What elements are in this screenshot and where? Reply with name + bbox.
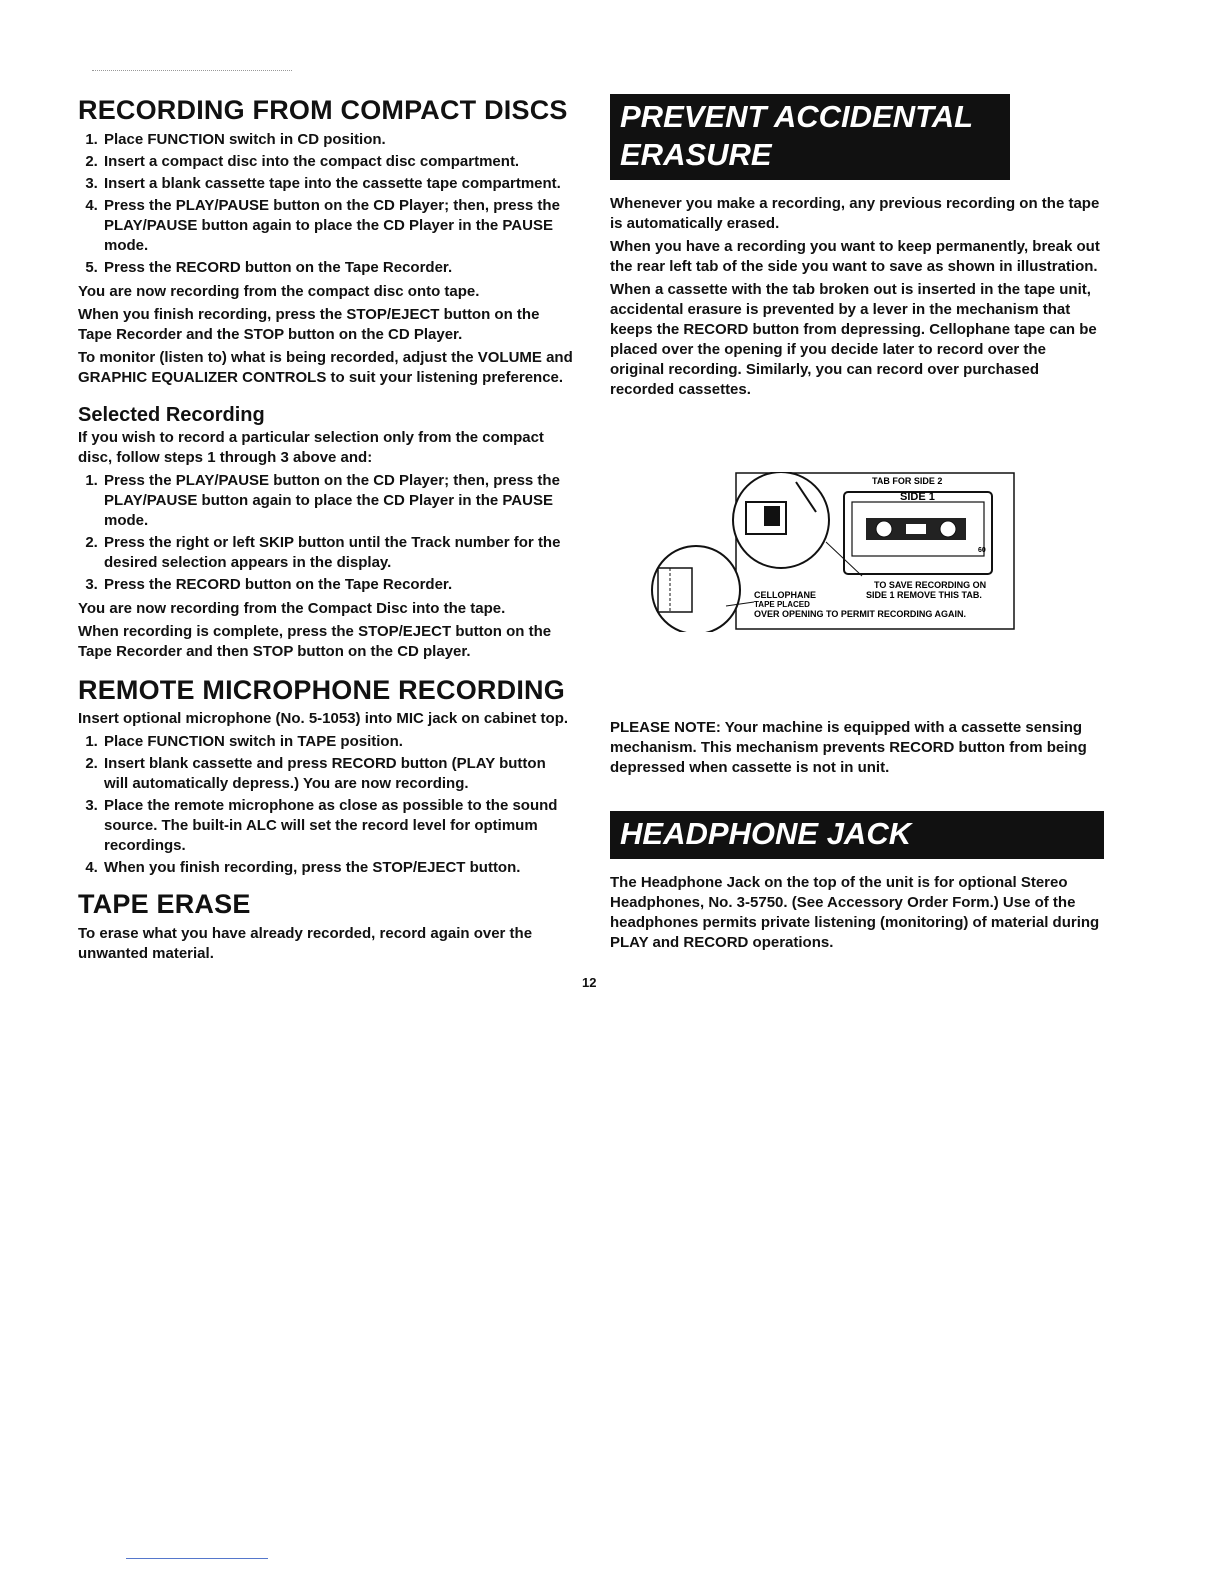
cello-label-3: OVER OPENING TO PERMIT RECORDING AGAIN.: [754, 609, 967, 619]
banner-line: ERASURE: [620, 137, 772, 172]
list-item: 2. Press the right or left SKIP button until the Track number for the desired selection appears in the display.: [102, 533, 574, 573]
paragraph: When you have a recording you want to keep permanently, break out the rear left tab of the side you want to save as shown in illustration.: [610, 238, 1100, 275]
list-item: 1. Place FUNCTION switch in TAPE position.: [102, 732, 574, 752]
paragraph: If you wish to record a particular selection only from the compact disc, follow steps 1 through 3 above and:: [78, 428, 544, 466]
selected-recording-steps: [78, 471, 574, 595]
paragraph: The Headphone Jack on the top of the unit is for optional Stereo Headphones, No. 3-5750. (See Accessory Order Form.) Use of the headphones permits private listening (monitoring) of material during PLAY and RECORD operations.: [610, 874, 1100, 951]
please-note: [610, 718, 1100, 778]
paragraph: To monitor (listen to) what is being recorded, adjust the VOLUME and GRAPHIC EQUALIZER CONTROLS to suit your listening preference.: [78, 348, 573, 386]
page-number: 12: [582, 975, 597, 990]
list-item: 2. Insert a compact disc into the compact disc compartment.: [102, 152, 574, 172]
right-column: [610, 94, 1100, 956]
list-item: 1. Place FUNCTION switch in CD position.: [102, 130, 574, 150]
list-item: 2. Insert blank cassette and press RECORD button (PLAY button will automatically depress.) You are now recording.: [102, 754, 574, 794]
recording-cd-steps: [78, 130, 574, 278]
banner-line: HEADPHONE JACK: [620, 816, 912, 851]
tape-gap: [906, 524, 926, 534]
list-item: 4. When you finish recording, press the STOP/EJECT button.: [102, 858, 574, 878]
remote-mic-section: [78, 676, 574, 879]
headphone-jack-banner: [610, 811, 1104, 859]
paragraph: To erase what you have already recorded, record again over the unwanted material.: [78, 925, 533, 963]
left-column: [78, 96, 574, 967]
paragraph: Insert optional microphone (No. 5-1053) into MIC jack on cabinet top.: [78, 710, 569, 728]
banner-line: PREVENT ACCIDENTAL: [620, 99, 974, 134]
list-item: 3. Insert a blank cassette tape into the cassette tape compartment.: [102, 174, 574, 194]
cassette-tab-illustration: [626, 472, 1016, 632]
save-label-2: SIDE 1 REMOVE THIS TAB.: [866, 590, 982, 600]
magnifier-cellophane-circle: [652, 546, 740, 632]
list-item: 3. Place the remote microphone as close as possible to the sound source. The built-in ALC will set the record level for optimum recordings.: [102, 796, 574, 856]
please-note-label: PLEASE NOTE:: [610, 719, 721, 736]
tab-label: TAB FOR SIDE 2: [872, 476, 943, 486]
cello-label-2: TAPE PLACED: [754, 600, 810, 609]
spacer: [610, 632, 1100, 718]
paragraph: When you finish recording, press the STOP/EJECT button on the Tape Recorder and the STOP button on the CD Player.: [78, 305, 540, 343]
tab-piece: [764, 506, 780, 526]
list-item: 5. Press the RECORD button on the Tape Recorder.: [102, 258, 574, 278]
side-label: SIDE 1: [900, 491, 935, 503]
prevent-erasure-banner: [610, 94, 1010, 180]
recording-cd-section: [78, 96, 574, 388]
cello-label-1: CELLOPHANE: [754, 590, 817, 600]
tape-erase-heading: TAPE ERASE: [78, 889, 251, 920]
please-note-text: Your machine is equipped with a cassette sensing mechanism. This mechanism prevents RECORD button from being depressed when cassette is not in unit.: [610, 719, 1087, 776]
paragraph: You are now recording from the Compact Disc into the tape.: [78, 599, 506, 617]
cassette-illustration-svg: [626, 472, 1016, 632]
cassette-number: 60: [978, 547, 986, 554]
remote-mic-steps: [78, 732, 574, 878]
tape-erase-section: [78, 890, 574, 964]
bottom-rule: [126, 1558, 268, 1559]
top-rule: [92, 70, 292, 71]
recording-cd-heading: RECORDING FROM COMPACT DISCS: [78, 95, 568, 125]
reel-left: [876, 521, 892, 537]
selected-recording-section: [78, 404, 574, 662]
list-item: 1. Press the PLAY/PAUSE button on the CD Player; then, press the PLAY/PAUSE button again to place the CD Player in the PAUSE mode.: [102, 471, 574, 531]
save-label-1: TO SAVE RECORDING ON: [874, 580, 987, 590]
reel-right: [940, 521, 956, 537]
paragraph: When recording is complete, press the STOP/EJECT button on the Tape Recorder and then STOP button on the CD player.: [78, 622, 552, 660]
selected-recording-heading: Selected Recording: [78, 403, 265, 426]
paragraph: You are now recording from the compact disc onto tape.: [78, 282, 480, 300]
paragraph: Whenever you make a recording, any previous recording on the tape is automatically erased.: [610, 195, 1100, 232]
list-item: 4. Press the PLAY/PAUSE button on the CD Player; then, press the PLAY/PAUSE button again to place the CD Player in the PAUSE mode.: [102, 196, 574, 256]
spacer: [610, 781, 1100, 811]
remote-mic-heading: REMOTE MICROPHONE RECORDING: [78, 674, 565, 705]
magnifier-tab-circle: [733, 472, 829, 568]
list-item: 3. Press the RECORD button on the Tape Recorder.: [102, 575, 574, 595]
paragraph: When a cassette with the tab broken out is inserted in the tape unit, accidental erasure is prevented by a lever in the mechanism that keeps the RECORD button from depressing. Cellophane tape can be placed over the opening if you decide later to record over the original recording. Similarly, you can record over purchased recorded cassettes.: [610, 281, 1097, 398]
